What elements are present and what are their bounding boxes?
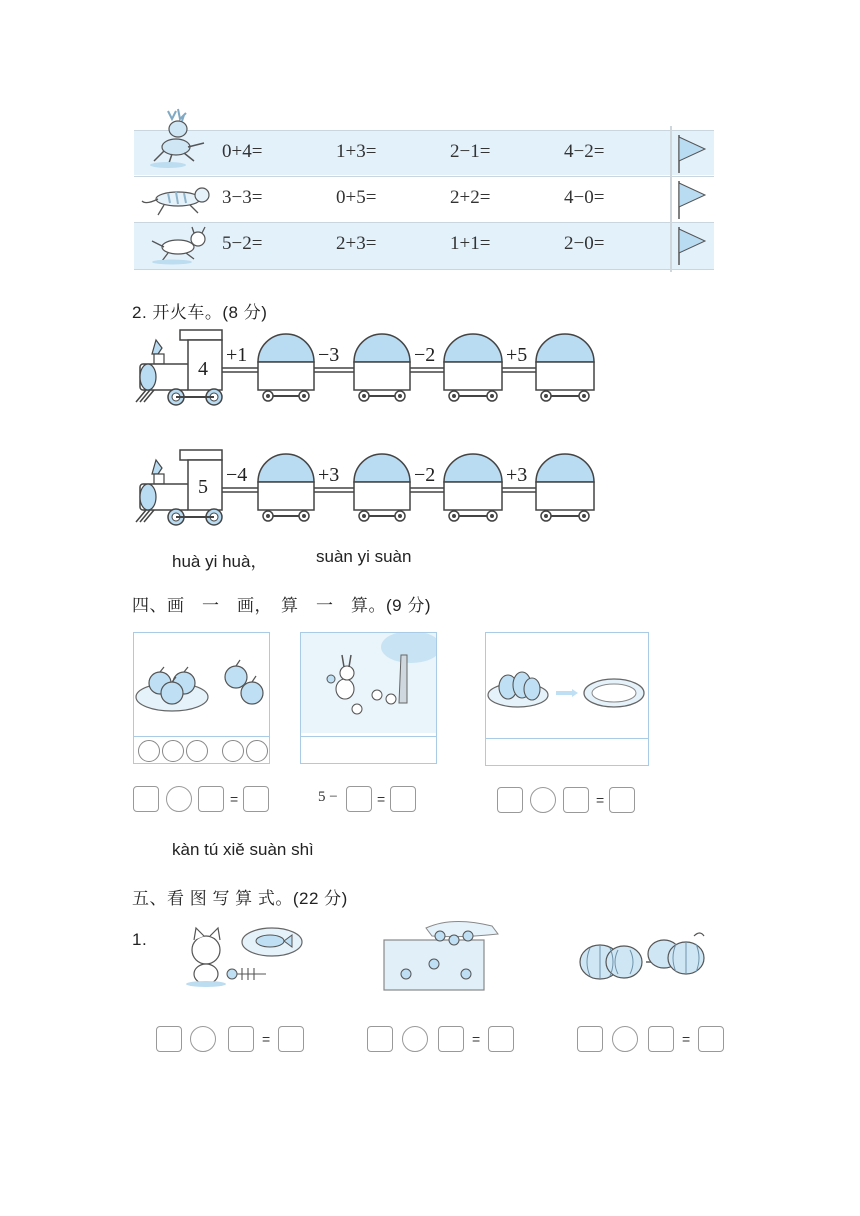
dog-icon <box>138 225 214 265</box>
answer-box[interactable] <box>243 786 269 812</box>
pinyin-hua: huà yi huà， <box>172 552 268 571</box>
train-car <box>258 454 314 521</box>
pinyin-suan: suàn yi suàn <box>316 547 412 566</box>
answer-strip <box>134 736 269 763</box>
rabbits-picture <box>301 633 436 733</box>
train-operator: +3 <box>506 464 528 486</box>
train-start-number: 5 <box>198 476 208 498</box>
cat-fish-picture <box>176 922 306 988</box>
race-item: 5−2= <box>222 233 263 254</box>
tiger-icon <box>138 179 214 219</box>
answer-box[interactable] <box>563 787 589 813</box>
deer-icon <box>138 105 214 171</box>
race-item: 2+3= <box>336 233 377 254</box>
answer-box[interactable] <box>438 1026 464 1052</box>
answer-box[interactable] <box>390 786 416 812</box>
section-5-heading: 五、看 图 写 算 式。(22 分) <box>132 889 348 908</box>
section-4-heading: 四、画 一 画， 算 一 算。(9 分) <box>132 596 431 615</box>
answer-box[interactable] <box>497 787 523 813</box>
race-item: 4−0= <box>564 187 605 208</box>
train-operator: −3 <box>318 344 340 366</box>
race-row-1 <box>134 130 714 175</box>
operator-circle[interactable] <box>166 786 192 812</box>
equals-sign: = <box>472 1031 481 1047</box>
operator-circle[interactable] <box>530 787 556 813</box>
train-car <box>536 454 594 521</box>
answer-box[interactable] <box>133 786 159 812</box>
equals-sign: = <box>230 791 239 807</box>
answer-circle[interactable] <box>222 740 244 762</box>
answer-circle[interactable] <box>162 740 184 762</box>
operator-circle[interactable] <box>402 1026 428 1052</box>
answer-box[interactable] <box>609 787 635 813</box>
question-number: 1. <box>132 930 148 949</box>
equals-sign: = <box>596 792 605 808</box>
train-operator: −2 <box>414 464 436 486</box>
pears-picture <box>486 633 648 737</box>
train-operator: −4 <box>226 464 248 486</box>
train-car <box>354 334 410 401</box>
equation-prefix: 5 − <box>318 789 338 805</box>
train-car <box>354 454 410 521</box>
train-2 <box>134 448 604 528</box>
train-1 <box>134 328 604 408</box>
train-car <box>444 334 502 401</box>
race-item: 1+1= <box>450 233 491 254</box>
answer-box[interactable] <box>346 786 372 812</box>
race-item: 1+3= <box>336 141 377 162</box>
pinyin-kantu: kàn tú xiě suàn shì <box>172 840 314 859</box>
answer-box[interactable] <box>198 786 224 812</box>
answer-strip[interactable] <box>486 738 648 765</box>
race-table <box>134 126 716 272</box>
equals-sign: = <box>377 791 386 807</box>
answer-circle[interactable] <box>138 740 160 762</box>
race-item: 4−2= <box>564 141 605 162</box>
answer-box[interactable] <box>648 1026 674 1052</box>
train-car <box>444 454 502 521</box>
race-row-2 <box>134 176 714 221</box>
train-car <box>536 334 594 401</box>
race-row-3 <box>134 222 714 270</box>
race-item: 0+5= <box>336 187 377 208</box>
race-item: 2+2= <box>450 187 491 208</box>
train-operator: −2 <box>414 344 436 366</box>
section-2-heading: 2. 开火车。(8 分) <box>132 303 268 322</box>
flag-icon <box>675 133 709 173</box>
answer-box[interactable] <box>278 1026 304 1052</box>
answer-box[interactable] <box>367 1026 393 1052</box>
finish-line <box>670 126 672 272</box>
apples-panel <box>133 632 270 764</box>
equals-sign: = <box>262 1031 271 1047</box>
race-item: 0+4= <box>222 141 263 162</box>
train-operator: +5 <box>506 344 528 366</box>
answer-box[interactable] <box>488 1026 514 1052</box>
answer-circle[interactable] <box>186 740 208 762</box>
answer-circle[interactable] <box>246 740 268 762</box>
answer-box[interactable] <box>577 1026 603 1052</box>
equals-sign: = <box>682 1031 691 1047</box>
race-item: 2−1= <box>450 141 491 162</box>
apples-picture <box>134 633 269 733</box>
fish-tank-picture <box>382 918 508 994</box>
train-operator: +1 <box>226 344 248 366</box>
answer-box[interactable] <box>156 1026 182 1052</box>
race-item: 3−3= <box>222 187 263 208</box>
train-start-number: 4 <box>198 358 208 380</box>
race-item: 2−0= <box>564 233 605 254</box>
operator-circle[interactable] <box>190 1026 216 1052</box>
answer-box[interactable] <box>228 1026 254 1052</box>
rabbits-panel <box>300 632 437 764</box>
pears-panel <box>485 632 649 766</box>
flag-icon <box>675 179 709 219</box>
train-car <box>258 334 314 401</box>
watermelons-picture <box>578 926 710 986</box>
answer-strip[interactable] <box>301 736 436 763</box>
answer-box[interactable] <box>698 1026 724 1052</box>
operator-circle[interactable] <box>612 1026 638 1052</box>
train-operator: +3 <box>318 464 340 486</box>
flag-icon <box>675 225 709 265</box>
